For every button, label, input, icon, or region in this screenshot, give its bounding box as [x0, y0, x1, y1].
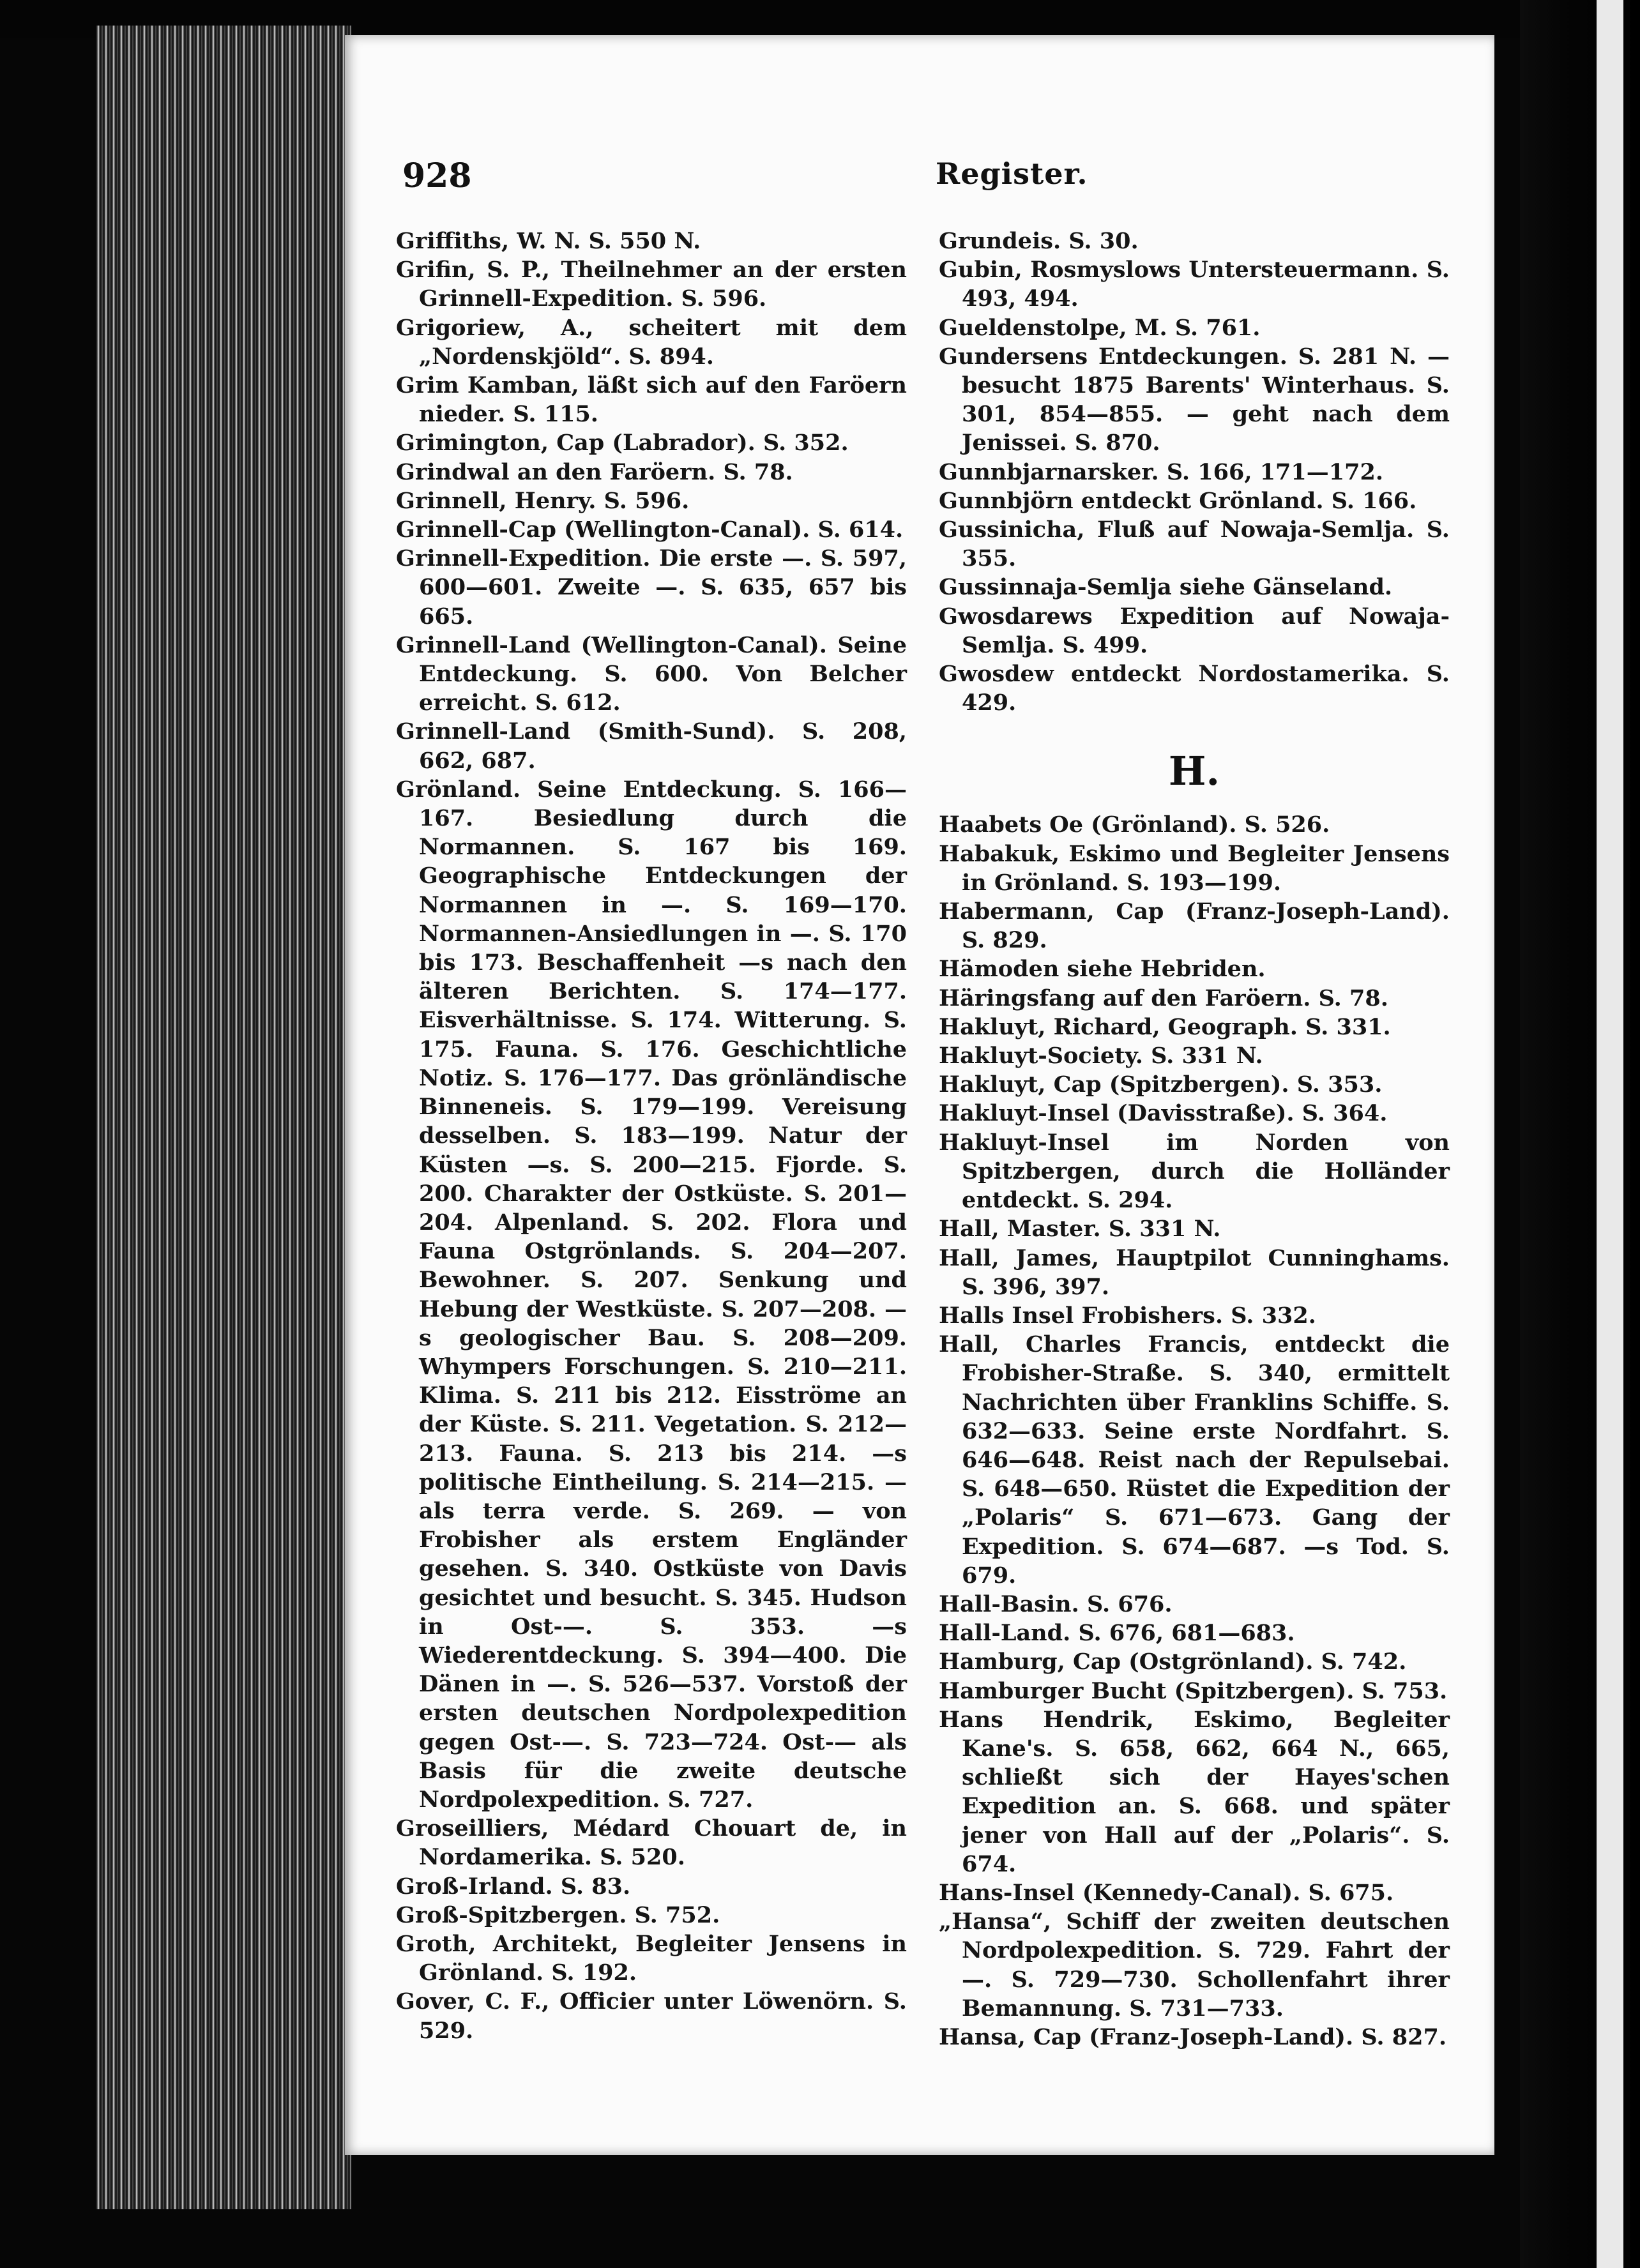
running-head: Register.: [936, 156, 1088, 191]
scan-right-strip: [1597, 0, 1623, 2268]
index-entry: Hakluyt-Insel (Davisstraße). S. 364.: [939, 1100, 1388, 1127]
index-entry: Grim Kamban, läßt sich auf den Faröern nieder. S. 115.: [396, 372, 907, 428]
index-entry: Grimington, Cap (Labrador). S. 352.: [396, 430, 849, 457]
page-header: [402, 156, 1450, 208]
index-entry: „Hansa“, Schiff der zweiten deutschen Nordpolexpedition. S. 729. Fahrt der —. S. 729—730. Schollenfahrt ihrer Bemannung. S. 731—733.: [939, 1909, 1450, 2022]
section-letter-h: H.: [1168, 748, 1220, 795]
index-entry: Haabets Oe (Grönland). S. 526.: [939, 812, 1330, 838]
index-entry: Hall, Master. S. 331 N.: [939, 1216, 1221, 1243]
index-entry: Grönland. Seine Entdeckung. S. 166—167. Besiedlung durch die Normannen. S. 167 bis 169. Geographische Entdeckungen der Normannen in —. S. 169—170. Normannen-Ansiedlungen in —. S. 170 bis 173. Beschaffenheit —s nach den älteren Berichten. S. 174—177. Eisverhältnisse. S. 174. Witterung. S. 175. Fauna. S. 176. Geschichtliche Notiz. S. 176—177. Das grönländische Binneneis. S. 179—199. Vereisung desselben. S. 183—199. Natur der Küsten —s. S. 200—215. Fjorde. S. 200. Charakter der Ostküste. S. 201—204. Alpenland. S. 202. Flora und Fauna Ostgrönlands. S. 204—207. Bewohner. S. 207. Senkung und Hebung der Westküste. S. 207—208. —s geologischer Bau. S. 208—209. Whympers Forschungen. S. 210—211. Klima. S. 211 bis 212. Eisströme an der Küste. S. 211. Vegetation. S. 212—213. Fauna. S. 213 bis 214. —s politische Eintheilung. S. 214—215. — als terra verde. S. 269. — von Frobisher als erstem Engländer gesehen. S. 340. Ostküste von Davis gesichtet und besucht. S. 345. Hudson in Ost-—. S. 353. —s Wiederentdeckung. S. 394—400. Die Dänen in —. S. 526—537. Vorstoß der ersten deutschen Nordpolexpedition gegen Ost-—. S. 723—724. Ost-— als Basis für die zweite deutsche Nordpolexpedition. S. 727.: [396, 776, 907, 1813]
index-entry: Gwosdew entdeckt Nordostamerika. S. 429.: [939, 661, 1450, 716]
index-entry: Hakluyt-Insel im Norden von Spitzbergen, durch die Holländer entdeckt. S. 294.: [939, 1129, 1450, 1214]
index-entry: Grinnell, Henry. S. 596.: [396, 487, 690, 514]
index-entry: Groß-Irland. S. 83.: [396, 1873, 631, 1900]
index-entry: Hall, James, Hauptpilot Cunninghams. S. 396, 397.: [939, 1244, 1450, 1300]
index-entry: Hall, Charles Francis, entdeckt die Frobisher-Straße. S. 340, ermittelt Nachrichten über Franklins Schiffe. S. 632—633. Seine erste Nordfahrt. S. 646—648. Reist nach der Repulsebai. S. 648—650. Rüstet die Expedition der „Polaris“ S. 671—673. Gang der Expedition. S. 674—687. —s Tod. S. 679.: [939, 1331, 1450, 1589]
book-page: [345, 35, 1494, 2155]
index-entry: Grundeis. S. 30.: [939, 228, 1139, 254]
index-entry: Grinnell-Land (Wellington-Canal). Seine Entdeckung. S. 600. Von Belcher erreicht. S. 612.: [396, 631, 907, 716]
index-entry: Grinnell-Land (Smith-Sund). S. 208, 662, 687.: [396, 718, 907, 774]
index-entry: Gussinnaja-Semlja siehe Gänseland.: [939, 574, 1393, 601]
index-entry: Gueldenstolpe, M. S. 761.: [939, 314, 1261, 341]
index-entry: Hakluyt, Richard, Geograph. S. 331.: [939, 1013, 1391, 1040]
index-column-left: [396, 227, 907, 2044]
index-section-g: [939, 227, 1450, 717]
index-entry: Gussinicha, Fluß auf Nowaja-Semlja. S. 355.: [939, 517, 1450, 572]
index-entry: Groth, Architekt, Begleiter Jensens in Grönland. S. 192.: [396, 1930, 907, 1986]
page-number: 928: [402, 156, 472, 195]
index-entry: Gubin, Rosmyslows Untersteuermann. S. 493, 494.: [939, 257, 1450, 312]
index-entry: Habakuk, Eskimo und Begleiter Jensens in Grönland. S. 193—199.: [939, 840, 1450, 896]
index-entry: Hamburg, Cap (Ostgrönland). S. 742.: [939, 1649, 1407, 1675]
index-entry: Hämoden siehe Hebriden.: [939, 956, 1266, 983]
index-entry: Hamburger Bucht (Spitzbergen). S. 753.: [939, 1677, 1448, 1704]
index-entry: Gover, C. F., Officier unter Löwenörn. S. 529.: [396, 1988, 907, 2044]
index-entry: Hall-Basin. S. 676.: [939, 1591, 1173, 1617]
index-section-h: [939, 810, 1450, 2052]
index-entry: Grifin, S. P., Theilnehmer an der ersten Grinnell-Expedition. S. 596.: [396, 257, 907, 312]
index-entry: Gunnbjörn entdeckt Grönland. S. 166.: [939, 487, 1417, 514]
index-entry: Hansa, Cap (Franz-Joseph-Land). S. 827.: [939, 2023, 1447, 2050]
index-entry: Grinnell-Cap (Wellington-Canal). S. 614.: [396, 517, 904, 543]
index-entry: Grinnell-Expedition. Die erste —. S. 597, 600—601. Zweite —. S. 635, 657 bis 665.: [396, 545, 907, 630]
index-entry: Hakluyt-Society. S. 331 N.: [939, 1043, 1263, 1070]
index-entry: Hall-Land. S. 676, 681—683.: [939, 1620, 1295, 1647]
index-column-right: [939, 227, 1450, 2050]
index-entry: Griffiths, W. N. S. 550 N.: [396, 228, 701, 254]
index-entry: Grindwal an den Faröern. S. 78.: [396, 458, 793, 485]
index-entry: Hans-Insel (Kennedy-Canal). S. 675.: [939, 1879, 1394, 1906]
index-entry: Halls Insel Frobishers. S. 332.: [939, 1302, 1316, 1329]
index-entry: Gwosdarews Expedition auf Nowaja-Semlja. S. 499.: [939, 603, 1450, 658]
index-entry: Gunnbjarnarsker. S. 166, 171—172.: [939, 458, 1384, 485]
index-entry: Habermann, Cap (Franz-Joseph-Land). S. 829.: [939, 898, 1450, 954]
index-entry: Hans Hendrik, Eskimo, Begleiter Kane's. S. 658, 662, 664 N., 665, schließt sich der Hayes'schen Expedition an. S. 668. und später jener von Hall auf der „Polaris“. S. 674.: [939, 1706, 1450, 1877]
index-entry: Grigoriew, A., scheitert mit dem „Nordenskjöld“. S. 894.: [396, 314, 907, 370]
index-entry: Gundersens Entdeckungen. S. 281 N. — besucht 1875 Barents' Winterhaus. S. 301, 854—855. — geht nach dem Jenissei. S. 870.: [939, 343, 1450, 457]
index-entry: Groß-Spitzbergen. S. 752.: [396, 1901, 720, 1928]
book-page-edges: [96, 26, 351, 2209]
index-entry: Hakluyt, Cap (Spitzbergen). S. 353.: [939, 1071, 1383, 1098]
index-entry: Groseilliers, Médard Chouart de, in Nordamerika. S. 520.: [396, 1815, 907, 1871]
index-entry: Häringsfang auf den Faröern. S. 78.: [939, 985, 1388, 1011]
